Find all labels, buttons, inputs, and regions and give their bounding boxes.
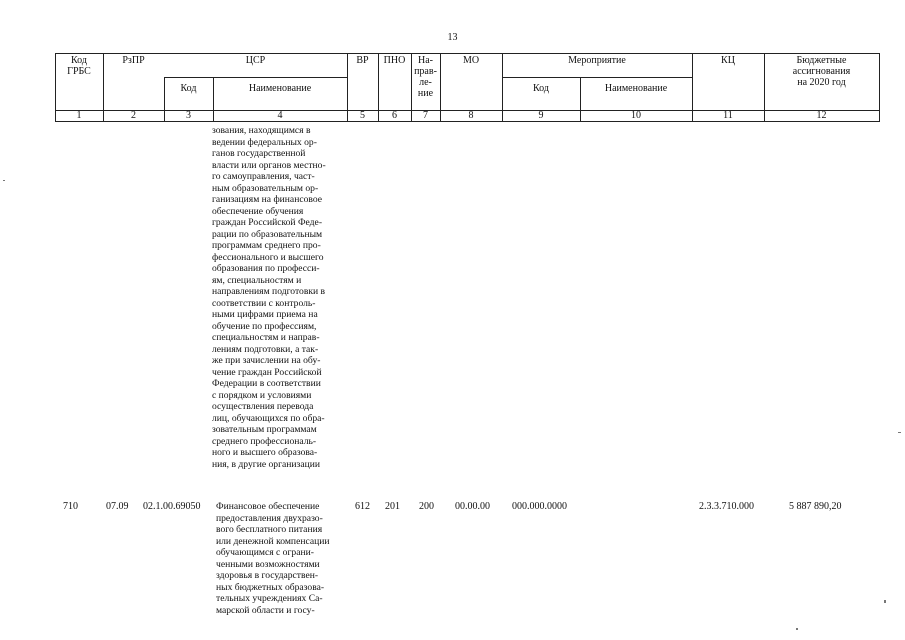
text-line: или денежной компенсации bbox=[216, 535, 330, 547]
col-number: 12 bbox=[816, 110, 827, 121]
text-line: ганов государственной bbox=[212, 148, 306, 159]
scan-speck bbox=[796, 628, 798, 630]
text-line: ганизациям на финансовое bbox=[212, 194, 323, 205]
table-header bbox=[55, 53, 880, 122]
hdr-kc: КЦ bbox=[721, 55, 735, 66]
row-mer-kod: 000.000.0000 bbox=[512, 501, 567, 512]
col-number: 5 bbox=[360, 110, 365, 121]
text-line: граждан Российской Феде- bbox=[212, 217, 323, 228]
row-vr: 612 bbox=[355, 501, 370, 512]
text-line: зовательным программам bbox=[212, 424, 317, 435]
text-line: направлениям подготовки в bbox=[212, 286, 326, 297]
row-napravlenie: 200 bbox=[419, 501, 434, 512]
scan-speck bbox=[884, 600, 886, 603]
text-line: Федерации в соответствии bbox=[212, 378, 321, 389]
text-line: ным образовательным ор- bbox=[212, 182, 319, 194]
page-number: 13 bbox=[447, 32, 458, 43]
text-line: ных бюджетных образова- bbox=[216, 581, 325, 593]
hdr-budget: Бюджетные ассигнования на 2020 год bbox=[792, 55, 851, 88]
text-line: предоставления двухразо- bbox=[216, 512, 323, 524]
text-line: программам среднего про- bbox=[212, 240, 321, 251]
hdr-mer-name: Наименование bbox=[604, 83, 668, 94]
text-line: зования, находящимся в bbox=[212, 125, 311, 136]
text-line: ния, в другие организации bbox=[212, 458, 320, 470]
text-line: фессионального и высшего bbox=[212, 251, 324, 263]
row-csr-name bbox=[216, 501, 356, 616]
text-line: лениям подготовки, а так- bbox=[212, 343, 319, 355]
row-mo: 00.00.00 bbox=[455, 501, 490, 512]
row-rzpr: 07.09 bbox=[106, 501, 129, 512]
text-line: здоровья в государствен- bbox=[216, 570, 319, 581]
col-number: 8 bbox=[468, 110, 474, 121]
text-line: осуществления перевода bbox=[212, 401, 314, 412]
text-line: образования по професси- bbox=[212, 263, 320, 274]
text-line: среднего профессиональ- bbox=[212, 435, 317, 447]
text-line: рации по образовательным bbox=[212, 228, 323, 240]
row-kc: 2.3.3.710.000 bbox=[699, 501, 754, 512]
text-line: чение граждан Российской bbox=[212, 366, 322, 378]
row-pno: 201 bbox=[385, 501, 400, 512]
col-number: 11 bbox=[723, 110, 733, 121]
hdr-rzpr: РзПР bbox=[122, 55, 145, 66]
text-line: марской области и госу- bbox=[216, 604, 315, 616]
hdr-mo: МО bbox=[462, 55, 480, 66]
hdr-csr-name: Наименование bbox=[248, 83, 312, 94]
text-line: тельных учреждениях Са- bbox=[216, 593, 323, 604]
text-line: обучение по профессиям, bbox=[212, 320, 317, 332]
text-line: же при зачислении на обу- bbox=[212, 355, 321, 366]
text-line: го самоуправления, част- bbox=[212, 171, 315, 182]
hdr-csr: ЦСР bbox=[245, 55, 266, 66]
text-line: специальностям и направ- bbox=[212, 332, 320, 343]
scan-speck bbox=[898, 432, 901, 433]
text-line: ям, специальностям и bbox=[212, 274, 302, 286]
col-number: 1 bbox=[76, 110, 82, 121]
row-kod-grbs: 710 bbox=[63, 501, 78, 512]
text-line: лиц, обучающихся по обра- bbox=[212, 412, 325, 424]
text-line: ченными возможностями bbox=[216, 558, 320, 570]
row-csr-kod: 02.1.00.69050 bbox=[143, 501, 201, 512]
hdr-mer-kod: Код bbox=[533, 83, 549, 94]
col-number: 4 bbox=[277, 110, 283, 121]
hdr-kod-grbs: Код ГРБС bbox=[67, 55, 91, 77]
col-number: 2 bbox=[131, 110, 136, 121]
col-number: 10 bbox=[631, 110, 641, 121]
row-budget: 5 887 890,20 bbox=[789, 501, 842, 512]
text-line: обеспечение обучения bbox=[212, 205, 304, 217]
col-number: 3 bbox=[186, 110, 191, 121]
hdr-napravlenie: На- прав- ле- ние bbox=[414, 55, 437, 99]
text-line: власти или органов местно- bbox=[212, 159, 326, 171]
col-number: 9 bbox=[538, 110, 544, 121]
continuation-text bbox=[212, 125, 352, 470]
hdr-vr: ВР bbox=[356, 55, 369, 66]
text-line: ведении федеральных ор- bbox=[212, 136, 317, 148]
col-number: 6 bbox=[392, 110, 397, 121]
col-number: 7 bbox=[423, 110, 428, 121]
text-line: с порядком и условиями bbox=[212, 389, 312, 401]
text-line: ного и высшего образова- bbox=[212, 447, 318, 458]
hdr-meropriyatie: Мероприятие bbox=[568, 55, 626, 66]
text-line: соответствии с контроль- bbox=[212, 297, 316, 309]
hdr-pno: ПНО bbox=[383, 55, 406, 66]
hdr-csr-kod: Код bbox=[180, 83, 197, 94]
scan-speck bbox=[3, 180, 5, 181]
text-line: вого бесплатного питания bbox=[216, 524, 323, 535]
text-line: Финансовое обеспечение bbox=[216, 501, 320, 512]
text-line: ными цифрами приема на bbox=[212, 309, 318, 320]
text-line: обучающимся с ограни- bbox=[216, 547, 314, 558]
